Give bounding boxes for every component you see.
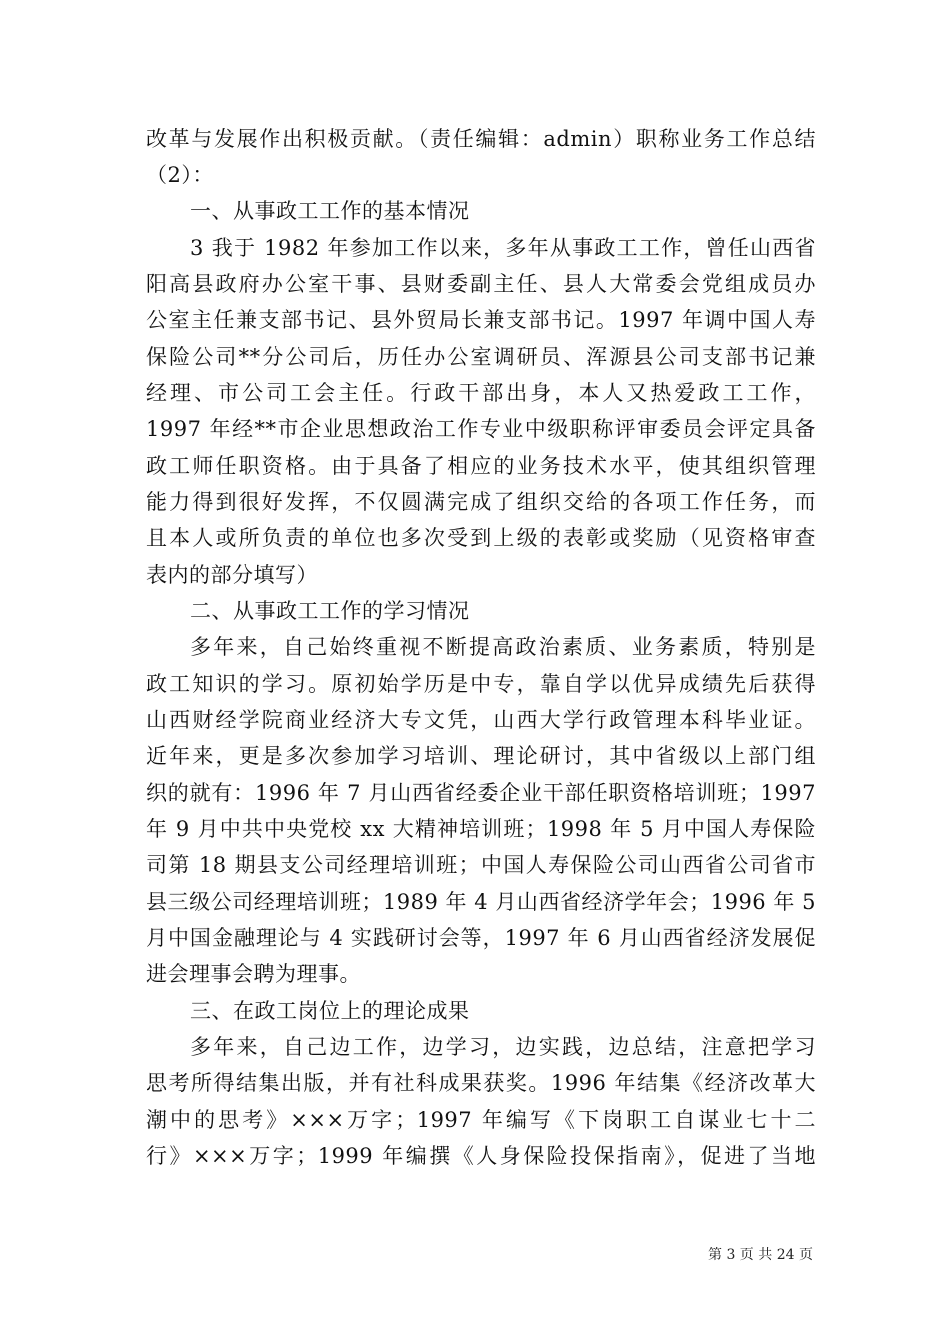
text-line: 经理、市公司工会主任。行政干部出身，本人又热爱政工工作， — [146, 381, 816, 405]
text-line: 近年来，更是多次参加学习培训、理论研讨，其中省级以上部门组 — [146, 744, 816, 768]
text-line: 司第 18 期县支公司经理培训班；中国人寿保险公司山西省公司省市 — [146, 853, 816, 877]
text-line: 年 9 月中共中央党校 xx 大精神培训班；1998 年 5 月中国人寿保险 — [146, 817, 816, 841]
text-line: 潮中的思考》×××万字；1997 年编写《下岗职工自谋业七十二 — [146, 1108, 816, 1132]
text-line: 3 我于 1982 年参加工作以来，多年从事政工工作，曾任山西省 — [190, 236, 816, 260]
text-line: 保险公司**分公司后，历任办公室调研员、浑源县公司支部书记兼 — [146, 345, 816, 369]
text-line: 织的就有：1996 年 7 月山西省经委企业干部任职资格培训班；1997 — [146, 781, 816, 805]
text-line: 能力得到很好发挥，不仅圆满完成了组织交给的各项工作任务，而 — [146, 490, 816, 514]
section-heading: 一、从事政工工作的基本情况 — [190, 199, 470, 223]
text-line: 行》×××万字；1999 年编撰《人身保险投保指南》，促进了当地 — [146, 1144, 816, 1168]
text-line: （2）： — [146, 163, 214, 187]
text-line: 月中国金融理论与 4 实践研讨会等，1997 年 6 月山西省经济发展促 — [146, 926, 816, 950]
text-line: 表内的部分填写） — [146, 563, 318, 587]
text-line: 山西财经学院商业经济大专文凭，山西大学行政管理本科毕业证。 — [146, 708, 816, 732]
text-line: 进会理事会聘为理事。 — [146, 962, 361, 986]
text-line: 思考所得结集出版，并有社科成果获奖。1996 年结集《经济改革大 — [146, 1071, 816, 1095]
text-line: 县三级公司经理培训班；1989 年 4 月山西省经济学年会；1996 年 5 — [146, 890, 816, 914]
text-line: 且本人或所负责的单位也多次受到上级的表彰或奖励（见资格审查 — [146, 526, 816, 550]
text-line: 改革与发展作出积极贡献。（责任编辑：admin）职称业务工作总结 — [146, 127, 816, 151]
text-line: 1997 年经**市企业思想政治工作专业中级职称评审委员会评定具备 — [146, 417, 816, 441]
page-number-footer: 第 3 页 共 24 页 — [708, 1247, 813, 1263]
text-line: 公室主任兼支部书记、县外贸局长兼支部书记。1997 年调中国人寿 — [146, 308, 816, 332]
text-line: 政工知识的学习。原初始学历是中专，靠自学以优异成绩先后获得 — [146, 672, 816, 696]
section-heading: 三、在政工岗位上的理论成果 — [190, 999, 470, 1023]
text-line: 政工师任职资格。由于具备了相应的业务技术水平，使其组织管理 — [146, 454, 816, 478]
text-line: 阳高县政府办公室干事、县财委副主任、县人大常委会党组成员办 — [146, 272, 816, 296]
text-line: 多年来，自己边工作，边学习，边实践，边总结，注意把学习 — [190, 1035, 816, 1059]
text-line: 多年来，自己始终重视不断提高政治素质、业务素质，特别是 — [190, 635, 816, 659]
section-heading: 二、从事政工工作的学习情况 — [190, 599, 470, 623]
